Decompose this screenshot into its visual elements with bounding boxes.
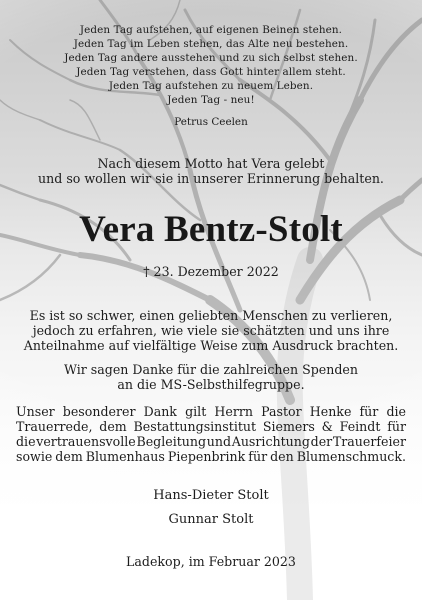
text-line: Wir sagen Danke für die zahlreichen Spenden	[64, 362, 358, 377]
text-line: die vertrauensvolle Begleitung und Ausrichtung der Trauerfeier	[16, 434, 406, 449]
motto-line: und so wollen wir sie in unserer Erinnerung behalten.	[38, 171, 384, 186]
poem-line: Jeden Tag andere ausstehen und zu sich selbst stehen.	[64, 52, 358, 64]
text-line: Unser besonderer Dank gilt Herrn Pastor Henke für die	[16, 404, 406, 419]
poem-line: Jeden Tag aufstehen, auf eigenen Beinen stehen.	[79, 24, 343, 36]
motto-line: Nach diesem Motto hat Vera gelebt	[97, 156, 325, 171]
poem-line: Jeden Tag aufstehen zu neuem Leben.	[108, 80, 314, 92]
text-line: Anteilnahme auf vielfältige Weise zum Ausdruck brachten.	[23, 338, 399, 353]
text-line: Trauerrede, dem Bestattungsinstitut Siemers & Feindt für	[16, 419, 406, 434]
poem-line: Jeden Tag im Leben stehen, das Alte neu bestehen.	[73, 38, 349, 50]
poem-line: Jeden Tag - neu!	[167, 94, 255, 106]
deceased-name: Vera Bentz-Stolt	[79, 209, 343, 250]
text-line: jedoch zu erfahren, wie viele sie schätzten und uns ihre	[32, 323, 390, 338]
poem-line: Jeden Tag verstehen, dass Gott hinter allem steht.	[76, 66, 346, 78]
place-date: Ladekop, im Februar 2023	[126, 554, 296, 569]
signature-name: Hans-Dieter Stolt	[153, 488, 269, 503]
death-date: † 23. Dezember 2022	[143, 264, 279, 279]
text-line: Es ist so schwer, einen geliebten Menschen zu verlieren,	[29, 308, 393, 323]
text-line: sowie dem Blumenhaus Piepenbrink für den Blumenschmuck.	[16, 449, 406, 464]
poem-author: Petrus Ceelen	[174, 116, 248, 128]
signature-name: Gunnar Stolt	[168, 512, 254, 527]
text-line: an die MS-Selbsthilfegruppe.	[117, 377, 305, 392]
